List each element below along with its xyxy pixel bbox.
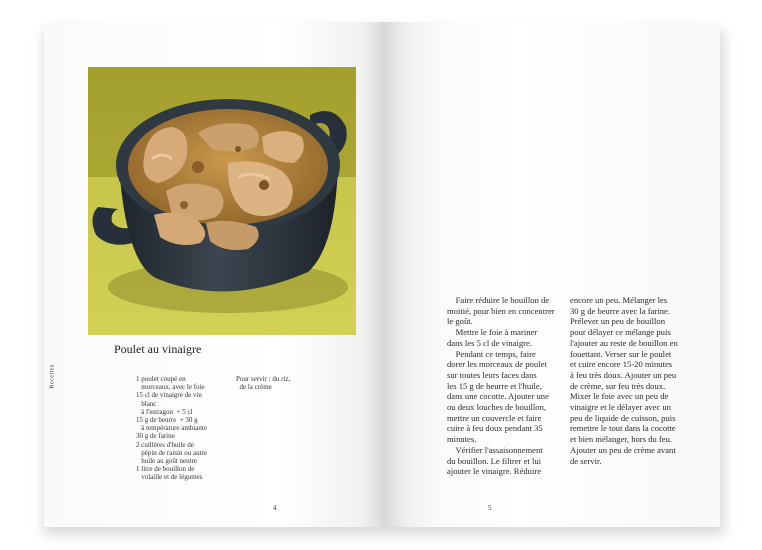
- method-line: 30 g de beurre avec la farine.: [570, 305, 670, 316]
- method-line: vinaigre et le délayer avec un: [570, 402, 671, 413]
- method-line: ou deux louches de bouillon,: [447, 402, 547, 413]
- method-line: de servir.: [570, 455, 602, 466]
- method-line: Mixer le foie avec un peu de: [570, 391, 669, 402]
- serving-note: Pour servir : du riz, de la crème: [236, 375, 291, 392]
- page-number-right: 5: [488, 504, 492, 512]
- method-line: Faire réduire le bouillon de: [447, 295, 550, 305]
- method-line: et bien mélanger, hors du feu.: [570, 434, 673, 445]
- ingredient-line: blanc: [136, 399, 157, 408]
- method-column-1: [447, 295, 557, 477]
- method-column-2: [570, 295, 690, 466]
- method-line: de crème, sur feu très doux.: [570, 380, 666, 391]
- method-line: peu de liquide de cuisson, puis: [570, 412, 676, 423]
- ingredient-line: à température ambiante: [136, 424, 207, 433]
- method-line: mettre un couvercle et faire: [447, 412, 542, 423]
- ingredient-line: 1 poulet coupé en: [136, 375, 186, 383]
- method-line: ajouter le vinaigre. Réduire: [447, 466, 542, 477]
- ingredient-line: 2 cuillères d'huile de: [136, 440, 194, 449]
- method-line: cuire à feu doux pendant 35: [447, 423, 543, 434]
- ingredient-line: 1 litre de bouillon de: [136, 465, 195, 474]
- method-line: fouettant. Verser sur le poulet: [570, 348, 672, 359]
- left-page: [44, 22, 382, 527]
- ingredient-line: à l'estragon + 5 cl: [136, 407, 193, 416]
- method-line: à feu très doux. Ajouter un peu: [570, 369, 677, 380]
- method-line: Ajouter un peu de crème avant: [570, 444, 676, 455]
- method-line: le goût.: [447, 316, 473, 327]
- method-line: encore un peu. Mélanger les: [570, 295, 668, 305]
- ingredient-line: morceaux, avec le foie: [136, 383, 205, 392]
- method-line: dans une cocotte. Ajouter une: [447, 391, 549, 402]
- recipe-title: Poulet au vinaigre: [114, 342, 202, 356]
- ingredients-list: [136, 375, 236, 482]
- method-line: et cuire encore 15-20 minutes: [570, 359, 673, 370]
- method-line: Pendant ce temps, faire: [447, 348, 536, 359]
- method-line: minutes.: [447, 434, 477, 445]
- method-line: dorer les morceaux de poulet: [447, 359, 547, 370]
- method-line: sur toutes leurs faces dans: [447, 369, 537, 380]
- method-line: Mettre le foie à mariner: [447, 327, 538, 338]
- method-line: remettre le tout dans la cocotte: [570, 423, 676, 434]
- method-line: du bouillon. Le filtrer et lui: [447, 455, 542, 466]
- method-line: moitié, pour bien en concentrer: [447, 305, 555, 316]
- right-page: [382, 22, 720, 527]
- dish-photo: [88, 67, 356, 335]
- section-label: Recettes: [48, 364, 56, 389]
- ingredient-line: 15 cl de vinaigre de vin: [136, 391, 202, 400]
- method-line: les 15 g de beurre et l'huile,: [447, 380, 542, 391]
- ingredient-line: huile au goût neutre: [136, 457, 198, 466]
- page-number-left: 4: [273, 504, 277, 512]
- method-line: dans les 5 cl de vinaigre.: [447, 337, 532, 348]
- method-line: pour délayer ce mélange puis: [570, 327, 671, 338]
- method-line: Prélever un peu de bouillon: [570, 316, 665, 327]
- method-line: Vérifier l'assaisonnement: [447, 444, 543, 455]
- ingredient-line: volaille et de légumes: [136, 473, 203, 482]
- ingredient-line: 30 g de farine: [136, 432, 175, 441]
- method-line: l'ajouter au reste de bouillon en: [570, 337, 678, 348]
- ingredient-line: 15 g de beurre + 30 g: [136, 416, 198, 425]
- ingredient-line: pépin de raisin ou autre: [136, 448, 207, 457]
